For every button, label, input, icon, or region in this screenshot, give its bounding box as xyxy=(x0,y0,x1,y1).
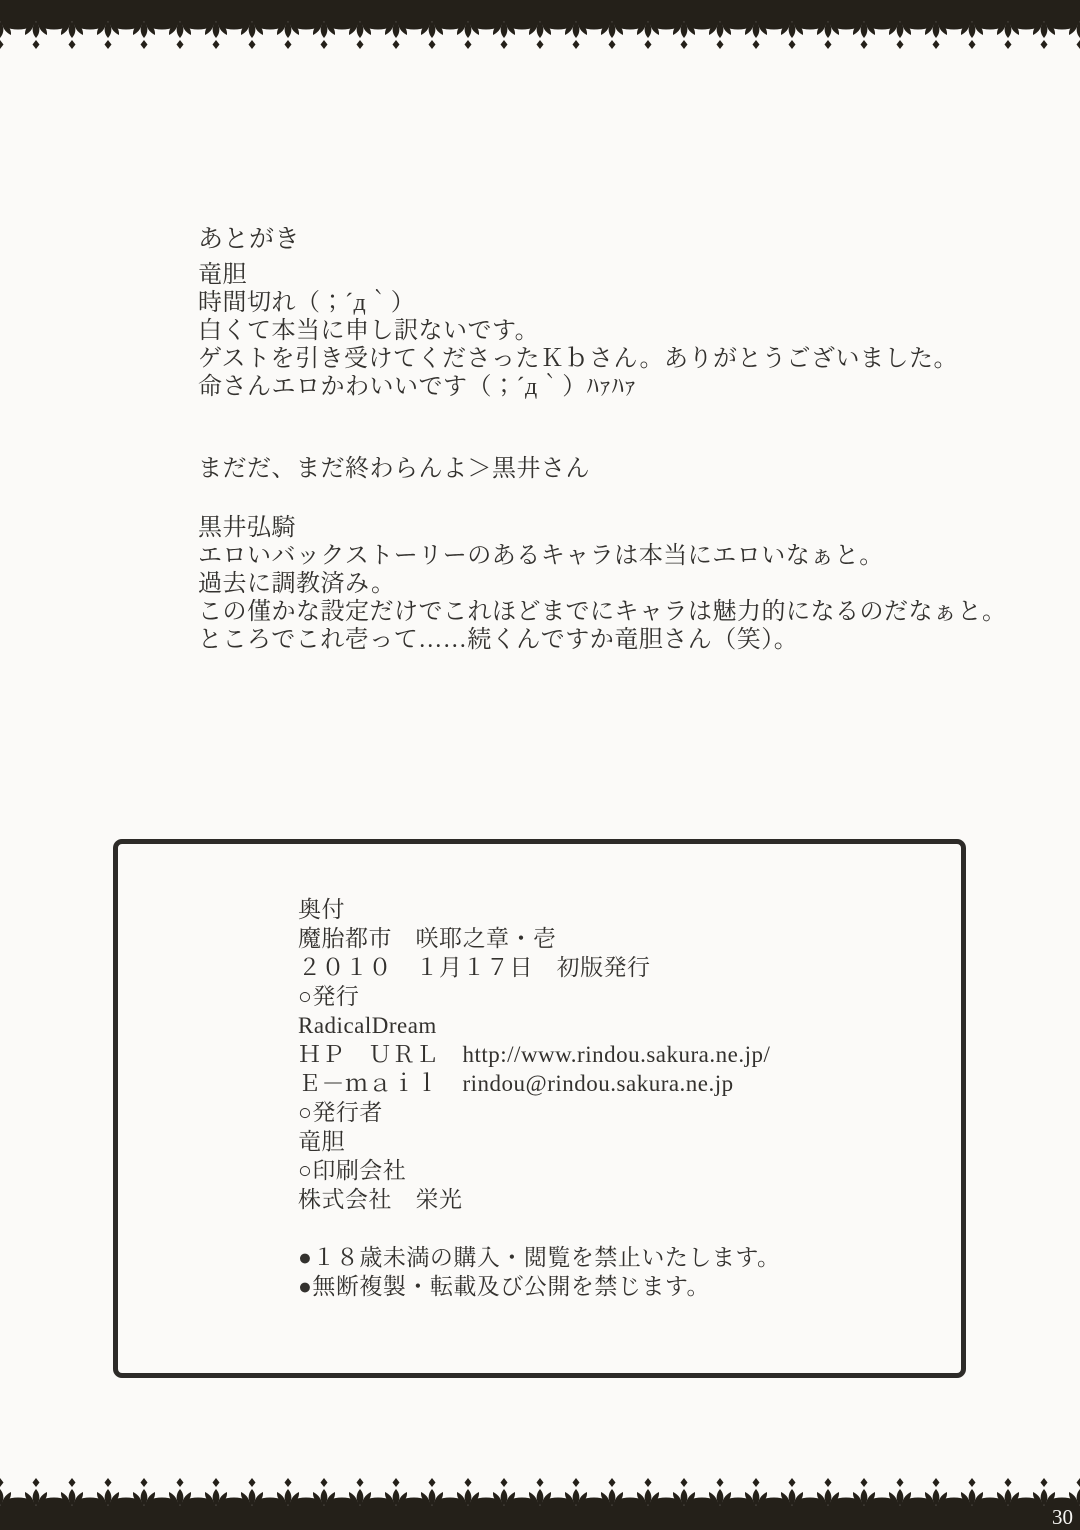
colophon-label: 奥付 xyxy=(298,897,345,922)
afterword-line: 過去に調教済み。 xyxy=(198,571,396,597)
homepage-url: ＨＰ ＵＲＬ http://www.rindou.sakura.ne.jp/ xyxy=(298,1042,771,1067)
afterword-line: 命さんエロかわいいです（；´д｀）ﾊｧﾊｧ xyxy=(198,374,637,400)
colophon-box xyxy=(113,839,966,1378)
author-name-rindou: 竜胆 xyxy=(198,262,247,288)
afterword-line: エロいバックストーリーのあるキャラは本当にエロいなぁと。 xyxy=(198,543,884,569)
email-address: Ｅ－ｍａｉｌ rindou@rindou.sakura.ne.jp xyxy=(298,1071,734,1096)
page-number: 30 xyxy=(1052,1505,1073,1529)
issuer-heading: ○発行者 xyxy=(298,1100,383,1125)
afterword-interlude: まだだ、まだ終わらんよ＞黒井さん xyxy=(198,456,590,482)
afterword-line: この僅かな設定だけでこれほどまでにキャラは魅力的になるのだなぁと。 xyxy=(198,599,1007,625)
fleur-de-lis-border-icon xyxy=(0,1476,1080,1506)
printer-heading: ○印刷会社 xyxy=(298,1158,407,1183)
printer-name: 株式会社 栄光 xyxy=(298,1187,463,1212)
author-name-kuroi: 黒井弘騎 xyxy=(198,515,296,541)
afterword-line: ところでこれ壱って……続くんですか竜胆さん（笑）。 xyxy=(198,627,799,653)
publisher-heading: ○発行 xyxy=(298,984,360,1009)
fleur-de-lis-border-icon xyxy=(0,21,1080,51)
colophon-text xyxy=(298,895,781,1301)
copyright-notice: ●無断複製・転載及び公開を禁じます。 xyxy=(298,1274,711,1299)
afterword-line: ゲストを引き受けてくださったＫｂさん。ありがとうございました。 xyxy=(198,346,958,372)
book-title: 魔胎都市 咲耶之章・壱 xyxy=(298,926,557,951)
afterword-section xyxy=(198,226,1007,654)
publisher-name: RadicalDream xyxy=(298,1013,437,1038)
bottom-border-band xyxy=(0,1506,1080,1530)
afterword-line: 時間切れ（；´д｀） xyxy=(198,290,416,316)
top-border-band xyxy=(0,0,1080,21)
issuer-name: 竜胆 xyxy=(298,1129,345,1154)
edition-date: ２０１０ １月１７日 初版発行 xyxy=(298,955,651,980)
afterword-title: あとがき xyxy=(198,226,301,253)
afterword-line: 白くて本当に申し訳ないです。 xyxy=(198,318,540,344)
age-restriction-notice: ●１８歳未満の購入・閲覧を禁止いたします。 xyxy=(298,1245,781,1270)
